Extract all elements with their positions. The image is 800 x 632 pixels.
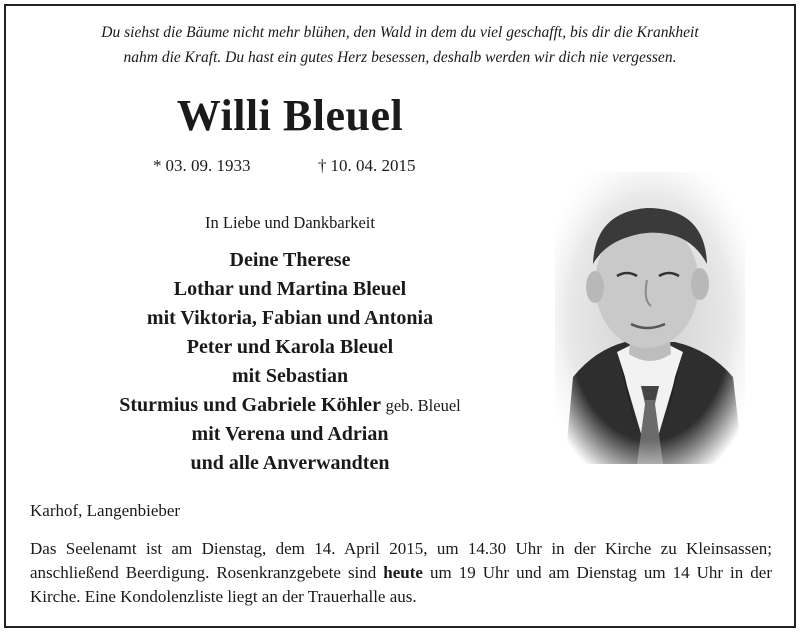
mourner-line — [0, 391, 580, 420]
mourner-line: und alle Anverwandten — [190, 452, 390, 474]
funeral-notice — [30, 537, 772, 609]
deceased-name: Willi Bleuel — [176, 91, 404, 140]
mourners-list — [0, 246, 580, 478]
portrait-photo — [555, 172, 745, 464]
mourner-line: Lothar und Martina Bleuel — [173, 278, 407, 300]
birth-date-value: 03. 09. 1933 — [165, 156, 251, 175]
maiden-name-note: geb. Bleuel — [385, 396, 461, 415]
death-date-value: 10. 04. 2015 — [330, 156, 416, 175]
mourner-line: mit Verena und Adrian — [191, 423, 389, 445]
mourner-line: Deine Therese — [229, 249, 351, 271]
dedication-text: In Liebe und Dankbarkeit — [205, 213, 375, 232]
death-cross-icon: † — [318, 156, 327, 175]
mourner-names: Sturmius und Gabriele Köhler — [119, 394, 381, 416]
death-date — [318, 156, 416, 176]
birth-date — [153, 156, 251, 176]
poem-line: nahm die Kraft. Du hast ein gutes Herz besessen, deshalb werden wir dich nie vergessen. — [123, 49, 677, 66]
notice-text: Das Seelenamt ist am Dienstag, dem 14. April 2015, um 14.30 Uhr in der Kirche zu Kleinsassen; anschließend Beerdigung. Rosenkranzgebete sind — [30, 539, 772, 582]
mourner-line: mit Viktoria, Fabian und Antonia — [146, 307, 434, 329]
birth-star-icon: * — [153, 156, 162, 175]
residence-location: Karhof, Langenbieber — [30, 501, 181, 520]
mourner-line: mit Sebastian — [231, 365, 349, 387]
mourner-line: Peter und Karola Bleuel — [186, 336, 394, 358]
poem-line: Du siehst die Bäume nicht mehr blühen, den Wald in dem du viel geschafft, bis dir die Krankheit — [101, 24, 699, 41]
notice-text: um 19 Uhr und am Dienstag um 14 Uhr in der Kirche. Eine Kondolenzliste liegt an der Trauerhalle aus. — [30, 563, 772, 606]
memorial-poem — [40, 20, 760, 70]
notice-emphasis: heute — [383, 563, 423, 582]
